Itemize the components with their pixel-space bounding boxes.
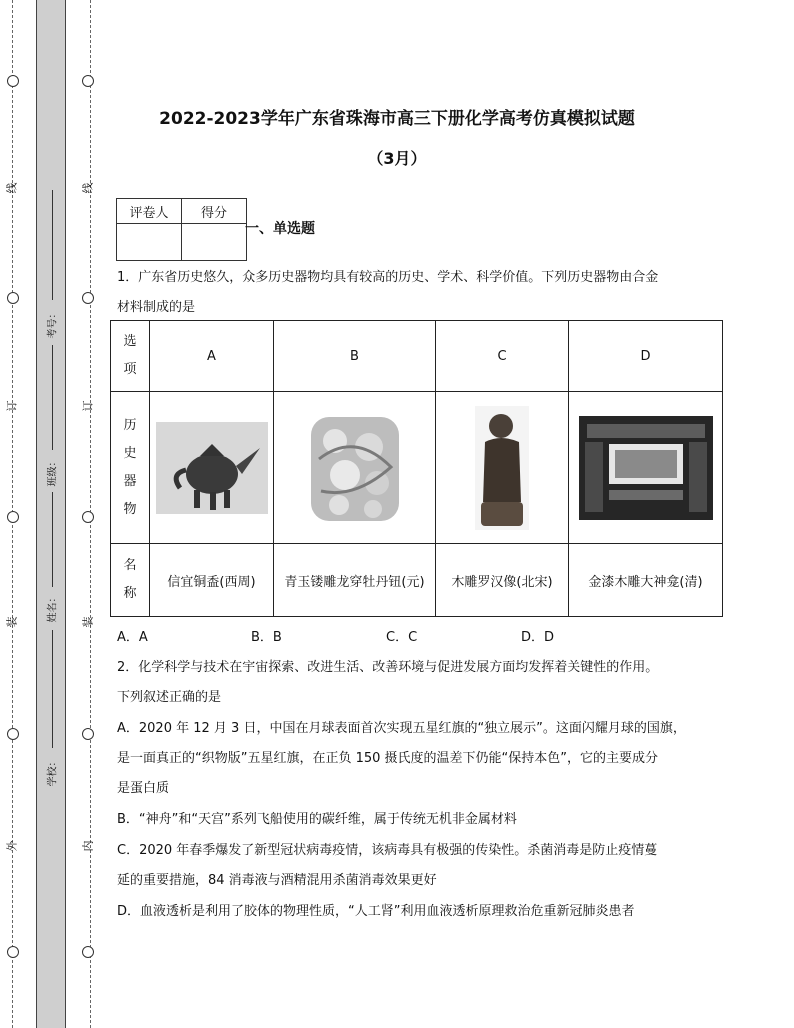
q1-choice-a[interactable]: A．A [117,630,148,645]
inner-char-line: 线 [81,182,95,194]
outer-char-bind: 订 [5,400,19,412]
q1-choice-d[interactable]: D．D [521,630,555,645]
binding-hole-circle [7,728,19,740]
exam-subtitle: （3月） [367,149,427,168]
q2-option-c-line1[interactable]: C．2020 年春季爆发了新型冠状病毒疫情，该病毒具有极强的传染性。杀菌消毒是防止疫情蔓 [117,843,658,858]
school-label: 学校： [47,756,59,787]
inner-char-bind: 订 [81,400,95,412]
binding-hole-circle [7,946,19,958]
binding-hole-circle [82,946,94,958]
bronze-he-vessel-image [156,422,268,514]
binding-hole-circle [7,511,19,523]
q2-option-a-line1[interactable]: A．2020 年 12 月 3 日，中国在月球表面首次实现五星红旗的“独立展示”。这面闪耀月球的国旗， [117,721,686,736]
outer-char-install: 装 [5,616,19,628]
q2-option-a-line3: 是蛋白质 [117,781,170,796]
binding-margin [0,0,100,1028]
binding-hole-circle [82,511,94,523]
inner-char-install: 装 [81,616,95,628]
artifact-c-name: 木雕罗汉像(北宋) [436,544,569,617]
row-header-option: 选 项 [111,321,150,392]
outer-char-outside: 外 [5,840,19,852]
school-field[interactable] [52,630,53,748]
exam-title: 2022-2023学年广东省珠海市高三下册化学高考仿真模拟试题 [159,109,635,129]
artifact-b-cell [274,392,436,544]
exam-number-label: 考号： [47,308,59,339]
q2-option-a-line2: 是一面真正的“织物版”五星红旗，在正负 150 摄氏度的温差下仍能“保持本色”，它的主要成分 [117,751,659,766]
option-b-header: B [274,321,436,392]
artifact-a-cell [150,392,274,544]
binding-hole-circle [82,292,94,304]
score-label: 得分 [182,199,247,224]
q1-stem-line2: 材料制成的是 [117,300,196,315]
option-c-header: C [436,321,569,392]
artifact-d-cell [569,392,723,544]
artifact-c-cell [436,392,569,544]
q1-choice-c[interactable]: C．C [386,630,418,645]
option-d-header: D [569,321,723,392]
name-field[interactable] [52,492,53,587]
binding-hole-circle [7,75,19,87]
class-label: 班级： [47,456,59,487]
score-box [116,198,247,261]
grader-label: 评卷人 [117,199,182,224]
q2-option-d[interactable]: D．血液透析是利用了胶体的物理性质，“人工肾”利用血液透析原理救治危重新冠肺炎患者 [117,904,635,919]
name-label: 姓名： [47,592,59,623]
binding-gray-bar [36,0,66,1028]
exam-number-field[interactable] [52,190,53,300]
q2-option-c-line2: 延的重要措施，84 消毒液与酒精混用杀菌消毒效果更好 [117,873,437,888]
artifact-table [110,320,723,617]
outer-char-line: 线 [5,182,19,194]
inner-char-inside: 内 [81,840,95,852]
section-title: 一、单选题 [245,221,315,237]
wooden-luohan-image [475,406,529,530]
grader-cell[interactable] [117,224,182,261]
row-header-name: 名 称 [111,544,150,617]
score-cell[interactable] [182,224,247,261]
gilded-shrine-image [579,416,713,520]
artifact-d-name: 金漆木雕大神龛(清) [569,544,723,617]
artifact-a-name: 信宜铜盉(西周) [150,544,274,617]
q2-stem-line1: 2．化学科学与技术在宇宙探索、改进生活、改善环境与促进发展方面均发挥着关键性的作用。 [117,660,659,675]
artifact-b-name: 青玉镂雕龙穿牡丹钮(元) [274,544,436,617]
binding-hole-circle [82,75,94,87]
q1-stem-line1: 1．广东省历史悠久，众多历史器物均具有较高的历史、学术、科学价值。下列历史器物由合金 [117,270,659,285]
q2-option-b[interactable]: B．“神舟”和“天宫”系列飞船使用的碳纤维，属于传统无机非金属材料 [117,812,517,827]
q2-stem-line2: 下列叙述正确的是 [117,690,222,705]
class-field[interactable] [52,345,53,450]
row-header-artifact: 历 史 器 物 [111,392,150,544]
q1-choice-b[interactable]: B．B [251,630,282,645]
jade-dragon-knob-image [305,411,405,525]
option-a-header: A [150,321,274,392]
binding-hole-circle [7,292,19,304]
binding-hole-circle [82,728,94,740]
